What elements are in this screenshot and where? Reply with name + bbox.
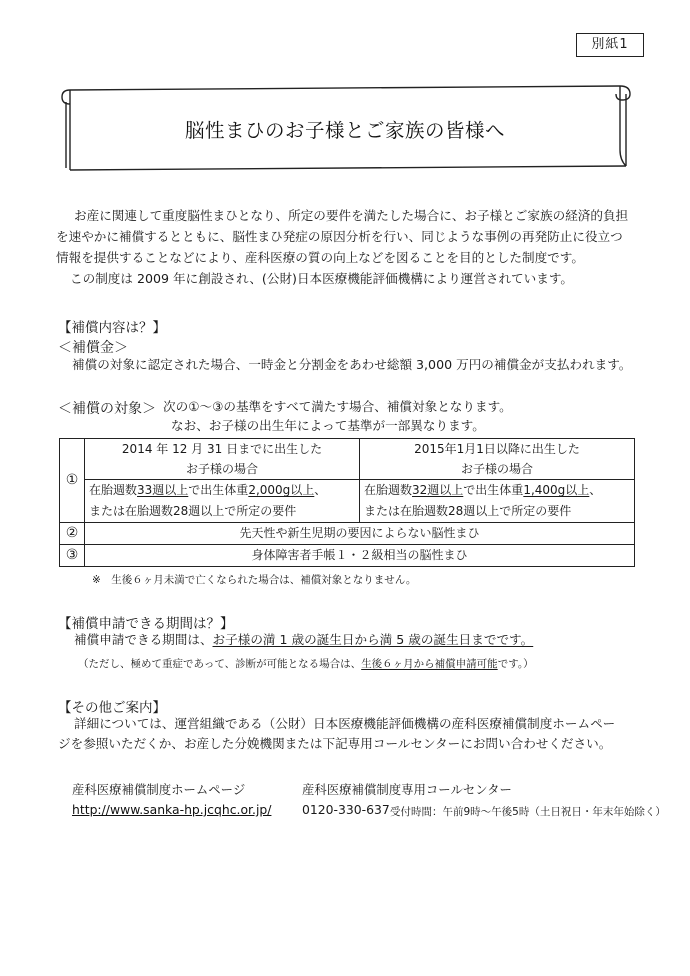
col2-body-text: で出生体重: [463, 483, 524, 497]
homepage-label: 産科医療補償制度ホームページ: [72, 782, 246, 797]
col2-body-line2: または在胎週数28週以上で所定の要件: [360, 501, 635, 523]
col1-body-text: 在胎週数: [89, 483, 138, 497]
target-text-1: 次の①～③の基準をすべて満たす場合、補償対象となります。: [163, 399, 512, 414]
period-note-a: （ただし、極めて重症であって、診断が可能となる場合は、: [78, 658, 362, 670]
table-row: [60, 480, 635, 502]
row-number: ①: [60, 439, 85, 523]
other-heading: 【その他ご案内】: [58, 700, 166, 716]
target-heading: ＜補償の対象＞: [58, 401, 156, 417]
call-center-label: 産科医療補償制度専用コールセンター: [302, 782, 512, 797]
col2-weeks: 32週以上: [412, 483, 464, 497]
period-range: お子様の満 1 歳の誕生日から満 5 歳の誕生日までです。: [212, 632, 534, 647]
row-number: ②: [60, 523, 85, 545]
period-heading: 【補償申請できる期間は？】: [58, 616, 234, 632]
col2-body-text: 、: [589, 483, 602, 497]
period-note-underlined: 生後６ヶ月から補償申請可能: [361, 658, 498, 670]
intro-line-1: お産に関連して重度脳性まひとなり、所定の要件を満たした場合に、お子様とご家族の経済的負担: [74, 208, 629, 223]
other-line-2: ジを参照いただくか、お産した分娩機関または下記専用コールセンターにお問い合わせください。: [58, 736, 612, 751]
table-row: [60, 523, 635, 545]
period-text: [74, 630, 533, 650]
col1-header-line1: 2014 年 12 月 31 日までに出生した: [85, 439, 360, 461]
call-center-phone: 0120-330-637: [302, 802, 390, 817]
table-row: [60, 501, 635, 523]
col2-body-line1: [360, 480, 635, 502]
col2-header-line2: お子様の場合: [360, 460, 635, 480]
compensation-heading: 【補償内容は？】: [58, 320, 166, 336]
intro-line-3: 情報を提供することなどにより、産科医療の質の向上などを図ることを目的とした制度です。: [56, 250, 584, 265]
page-title: 脳性まひのお子様とご家族の皆様へ: [184, 119, 505, 142]
other-line-1: 詳細については、運営組織である（公財）日本医療機能評価機構の産科医療補償制度ホームペー: [74, 716, 616, 731]
period-note: [78, 656, 534, 671]
row-number: ③: [60, 545, 85, 567]
period-text-a: 補償申請できる期間は、: [74, 632, 213, 647]
money-heading: ＜補償金＞: [58, 340, 128, 356]
criterion-2: 先天性や新生児期の要因によらない脳性まひ: [85, 523, 635, 545]
col1-body-line2: または在胎週数28週以上で所定の要件: [85, 501, 360, 523]
period-note-b: です。）: [497, 658, 534, 670]
table-row: [60, 545, 635, 567]
homepage-link[interactable]: http://www.sanka-hp.jcqhc.or.jp/: [72, 802, 272, 817]
call-center-hours: 受付時間：午前9時～午後5時（土日祝日・年末年始除く）: [390, 806, 666, 818]
intro-line-4: この制度は 2009 年に創設され、(公財)日本医療機能評価機構により運営されています。: [70, 271, 574, 286]
criteria-table: [59, 438, 635, 567]
money-text: 補償の対象に認定された場合、一時金と分割金をあわせ総額 3,000 万円の補償金が支払われます。: [72, 357, 632, 372]
table-row: [60, 439, 635, 461]
col2-weight: 1,400g以上: [523, 483, 590, 497]
col1-weeks: 33週以上: [137, 483, 189, 497]
attachment-tag: 別紙1: [576, 33, 644, 57]
table-row: [60, 460, 635, 480]
col1-body-text: 、: [314, 483, 327, 497]
col2-body-text: 在胎週数: [364, 483, 413, 497]
col2-header-line1: 2015年1月1日以降に出生した: [360, 439, 635, 461]
col1-body-text: で出生体重: [188, 483, 249, 497]
col1-header-line2: お子様の場合: [85, 460, 360, 480]
criterion-3: 身体障害者手帳１・２級相当の脳性まひ: [85, 545, 635, 567]
intro-line-2: を速やかに補償するとともに、脳性まひ発症の原因分析を行い、同じような事例の再発防止に役立つ: [56, 229, 623, 244]
col1-weight: 2,000g以上: [248, 483, 315, 497]
col1-body-line1: [85, 480, 360, 502]
target-text-2: なお、お子様の出生年によって基準が一部異なります。: [171, 418, 485, 433]
table-note: ※ 生後６ヶ月未満で亡くなられた場合は、補償対象となりません。: [92, 574, 417, 586]
